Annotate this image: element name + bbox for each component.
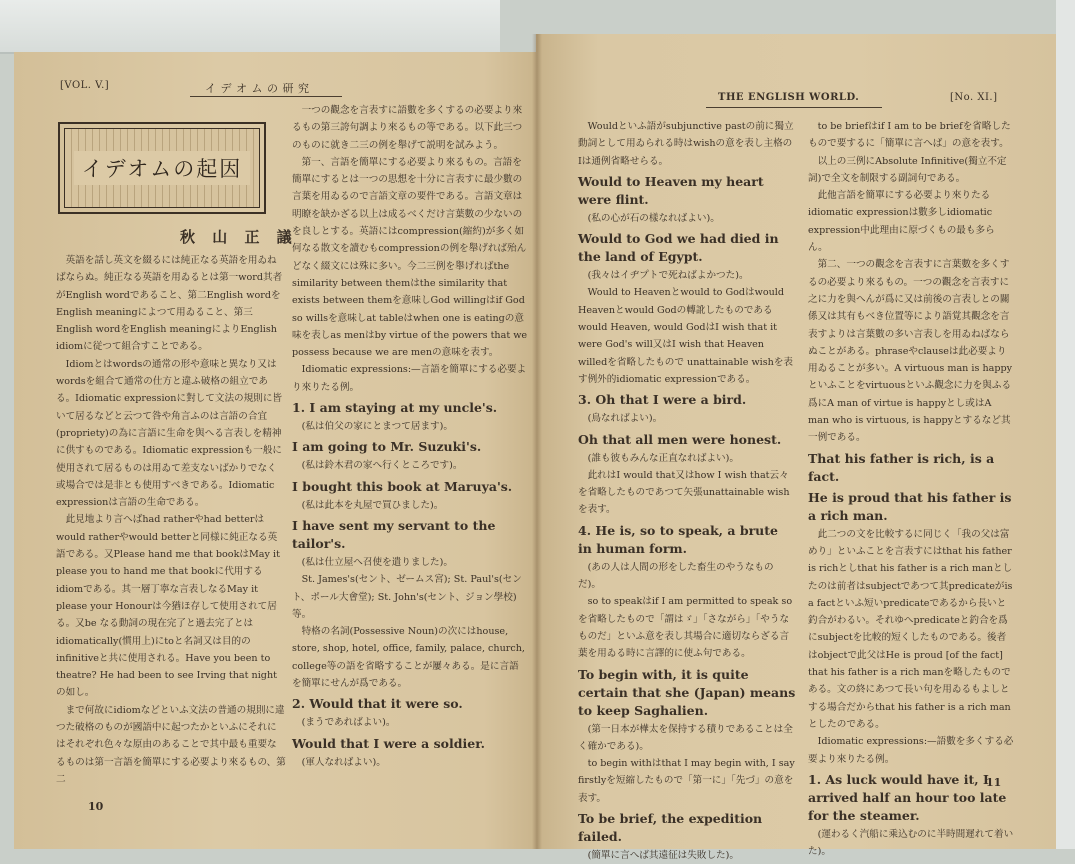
paragraph: Idiomとはwordsの通常の形や意味と異なり又はwordsを組合て通常の仕方と違ふ破格の組立である。Idiomatic expressionに對して文法の規則に皆いて居るなどと云つて咎や角言ふのは言語の合宜(propriety)の為に言語に生命を與へる言表しを精神に供すものである。Idiomatic expressionも一般に使用されて居るものは用ゐて差支ないばかりでなく或場合では是非とも使用すべきである。Idiomatic expressionは言語の生命である。 — [56, 358, 283, 509]
paragraph: 特格の名詞(Possessive Noun)の次にはhouse, store, shop, hotel, office, family, palace, church, college等の語を省略することが屢々ある。是に言語を簡單にせんが爲である。 — [292, 626, 525, 690]
example-translation: (誰も彼もみんな正直なればよい)。 — [587, 452, 739, 464]
paragraph: Idiomatic expressions:—語數を多くする必要より來りたる例。 — [808, 736, 1014, 765]
example-sentence: Oh that all men were honest. — [578, 431, 782, 447]
paragraph: 此二つの文を比較するに同じく「我の父は富めり」といふことを言表すにはthat his father is richとしthat his father is a rich manとしたのは前者はsubjectであつて其predicateがis a factといふ短いpredicateであるから長いと釣合がわるい。それゆへpredicateと釣合を爲にsubjectを比較的短くしたものである。後者はobjectで此父はHe is proud [of the fact] that his father is a rich manを略したものである。文の終にあつて長い句を用ゐるもよしとする場合だからthat his father is a rich manとしたのである。 — [808, 528, 1013, 730]
paragraph: 此れはI would that又はhow I wish that云々を省略したものであつて矢張unattainable wishを表す。 — [578, 469, 790, 516]
example-translation: (簡單に言へば其遠征は失敗した)。 — [587, 850, 739, 862]
example-sentence: 3. Oh that I were a bird. — [578, 392, 747, 408]
example-translation: (私の心が石の樣なればよい)。 — [587, 212, 720, 224]
paragraph: to be briefはif I am to be briefを省略したもので要するに「簡單に言へば」の意を表す。 — [808, 121, 1011, 150]
background-edge — [1056, 0, 1075, 849]
left-page-number: 10 — [88, 800, 104, 813]
paragraph: 以上の三例にAbsolute Infinitive(獨立不定詞)で全文を制限する副詞句である。 — [808, 155, 1007, 184]
example-translation: (私は此本を丸屋で買ひました)。 — [301, 499, 444, 511]
paragraph: Wouldといふ語がsubjunctive pastの前に獨立動詞として用ゐられる時はwishの意を表し主格のIは通例省略せらる。 — [578, 121, 794, 167]
example-sentence: I have sent my servant to the tailor's. — [292, 517, 496, 551]
example-sentence: Would to God we had died in the land of Egypt. — [578, 231, 779, 265]
paragraph: Idiomatic expressions:—言語を簡單にする必要より來りたる例。 — [292, 364, 527, 393]
paragraph: so to speakはif I am permitted to speak soを省略したもので「謂はゞ」「さながら」「やうなものだ」といふ意を表し其場合に適切ならざる言葉を用ゐる時に言譯的に使ふ句である。 — [578, 596, 793, 660]
example-translation: (第一日本が樺太を保持する積りであることは全く確かである)。 — [578, 723, 793, 752]
right-header-title: THE ENGLISH WORLD. — [718, 92, 860, 103]
example-sentence: 1. I am staying at my uncle's. — [292, 400, 498, 416]
example-sentence: I bought this book at Maruya's. — [292, 478, 513, 494]
left-column-1 — [56, 252, 286, 812]
right-header-number: [No. XI.] — [950, 92, 998, 103]
paragraph: St. James's(セント、ゼームス宮); St. Paul's(セント、ポール大會堂); St. John's(セント、ジョン學校)等。 — [292, 574, 522, 620]
left-header-title: イ デ オ ム の 研 究 — [205, 82, 310, 95]
article-author: 秋 山 正 議 — [180, 228, 298, 246]
example-sentence: That his father is rich, is a fact. — [808, 450, 995, 484]
right-header-rule — [706, 107, 882, 108]
paragraph: 第一、言語を簡單にする必要より來るもの。言語を簡單にするとは一つの思想を十分に言表すに最少數の言葉を用ゐるので言語文章の要件である。言語文章は明瞭を缺かざる以上は成るべくだけ言葉數の少ないのを良しとする。英語にはcompression(縮約)が多く如何なる散文を讀むもcompressionの例を舉げれば殆んどなく綴文には殊に多い。今二三例を舉げればthe similarity between themはthe similarity that exists between themを意味しGod willingはif God so willsを意味しat tableはwhen one is eatingの意味を表しas menはby virtue of the powers that we possess because we are menの意味を表す。 — [292, 156, 528, 359]
example-translation: (軍人なればよい)。 — [301, 756, 386, 768]
paragraph: to begin withはthat I may begin with, I say firstlyを短縮したもので「第一に」「先づ」の意を表す。 — [578, 758, 795, 804]
right-column-1 — [578, 118, 796, 862]
example-translation: (鳥なればよい)。 — [587, 413, 663, 425]
example-sentence: Would to Heaven my heart were flint. — [578, 173, 764, 207]
example-sentence: I am going to Mr. Suzuki's. — [292, 439, 482, 455]
example-translation: (我々はイヂプトで死ねばよかつた)。 — [587, 270, 749, 282]
example-translation: (私は鈴木君の家へ行くところです)。 — [301, 460, 463, 472]
example-sentence: Would that I were a soldier. — [292, 735, 485, 751]
article-title: イデオムの起因 — [74, 151, 251, 185]
left-column-2 — [292, 102, 528, 807]
example-translation: (運わるく汽船に乘込むのに半時間遲れて着いた)。 — [808, 828, 1014, 858]
left-header-volume: [VOL. V.] — [60, 80, 110, 91]
right-page-number: 11 — [986, 776, 1002, 789]
example-translation: (私は伯父の家にとまつて居ます)。 — [301, 421, 453, 433]
paragraph: Would to Heavenとwould to Godはwould Heavenとwould Godの轉訛したものであるwould Heaven, would GodはI wish that it were God's will又はI wish that Heaven willedを省略したもので unattainable wishを表す例外的idiomatic expressionである。 — [578, 287, 794, 385]
paragraph: 第二、一つの觀念を言表すに言葉數を多くするの必要より來るもの。一つの觀念を言表すに之に力を與へんが爲に又は前後の言表しとの關係又は其有もべき位置等により語覚其觀念を言表すよりは言葉數の多い言表しを用ゐねばならぬことがある。phraseやclauseは此必要より用ゐることが多い。A virtuous man is happyといふことをvirtuousといふ觀念に力を與ふる爲にA man of virtue is happyとし或はA man who is virtuous, is happyとするなど其一例である。 — [808, 259, 1013, 444]
example-translation: (まうであればよい)。 — [301, 717, 396, 729]
paragraph: まで何故にidiomなどといふ文法の普通の規則に違つた破格のものが國語中に起つたかといふにそれにはそれぞれ色々な原由のあることで其中最も重要なるものは第一言語を簡單にする必要より來るもの、第二 — [56, 704, 286, 785]
example-sentence: To begin with, it is quite certain that she (Japan) means to keep Saghalien. — [578, 666, 796, 718]
example-sentence: 2. Would that it were so. — [292, 696, 463, 712]
page-gutter — [532, 34, 542, 849]
paragraph: 此他言語を簡單にする必要より來りたるidiomatic expressionは數多しidiomatic expression中此理由に原づくもの最も多らん。 — [808, 190, 995, 254]
example-sentence: 4. He is, so to speak, a brute in human form. — [578, 522, 778, 556]
paragraph: 一つの觀念を言表すに語數を多くするの必要より來るもの第三誇句調より來るもの等である。以下此三つのものに就き二三の例を舉げて説明を試みよう。 — [292, 105, 523, 151]
article-title-box — [58, 122, 266, 214]
example-sentence: 1. As luck would have it, I arrived half an hour too late for the steamer. — [808, 771, 1007, 823]
example-sentence: He is proud that his father is a rich man. — [808, 489, 1012, 523]
example-sentence: To be brief, the expedition failed. — [578, 811, 763, 845]
paragraph: 英語を話し英文を綴るには純正なる英語を用ゐねばならぬ。純正なる英語を用ゐるとは第一word其者がEnglish wordであること、第二English wordをEnglish meaningによつて用ゐること、第三English wordをEnglish meaningによりEnglish idiomに従つて組合すことである。 — [56, 255, 283, 353]
example-translation: (あの人は人間の形をした畜生のやうなものだ)。 — [578, 561, 774, 591]
background-strip — [0, 0, 500, 54]
paragraph: 此見地より言へばhad ratherやhad betterはwould ratherやwould betterと同様に純正なる英語である。又Please hand me that bookはMay it please you to hand me that bookに代用するidiomである。其一層丁寧な言表しなるMay it please your Honourは今猶ほ存して使用されて居る。又be なる動詞の現在完了と過去完了とはidiomatically(慣用上)にtoと名詞又は目的のinfinitiveと共に使用される。Have you been to theatre? He had been to see Irving that nightの如し。 — [56, 514, 280, 699]
left-header-rule — [190, 96, 342, 97]
example-translation: (私は仕立屋へ召使を遣りました)。 — [301, 556, 453, 568]
